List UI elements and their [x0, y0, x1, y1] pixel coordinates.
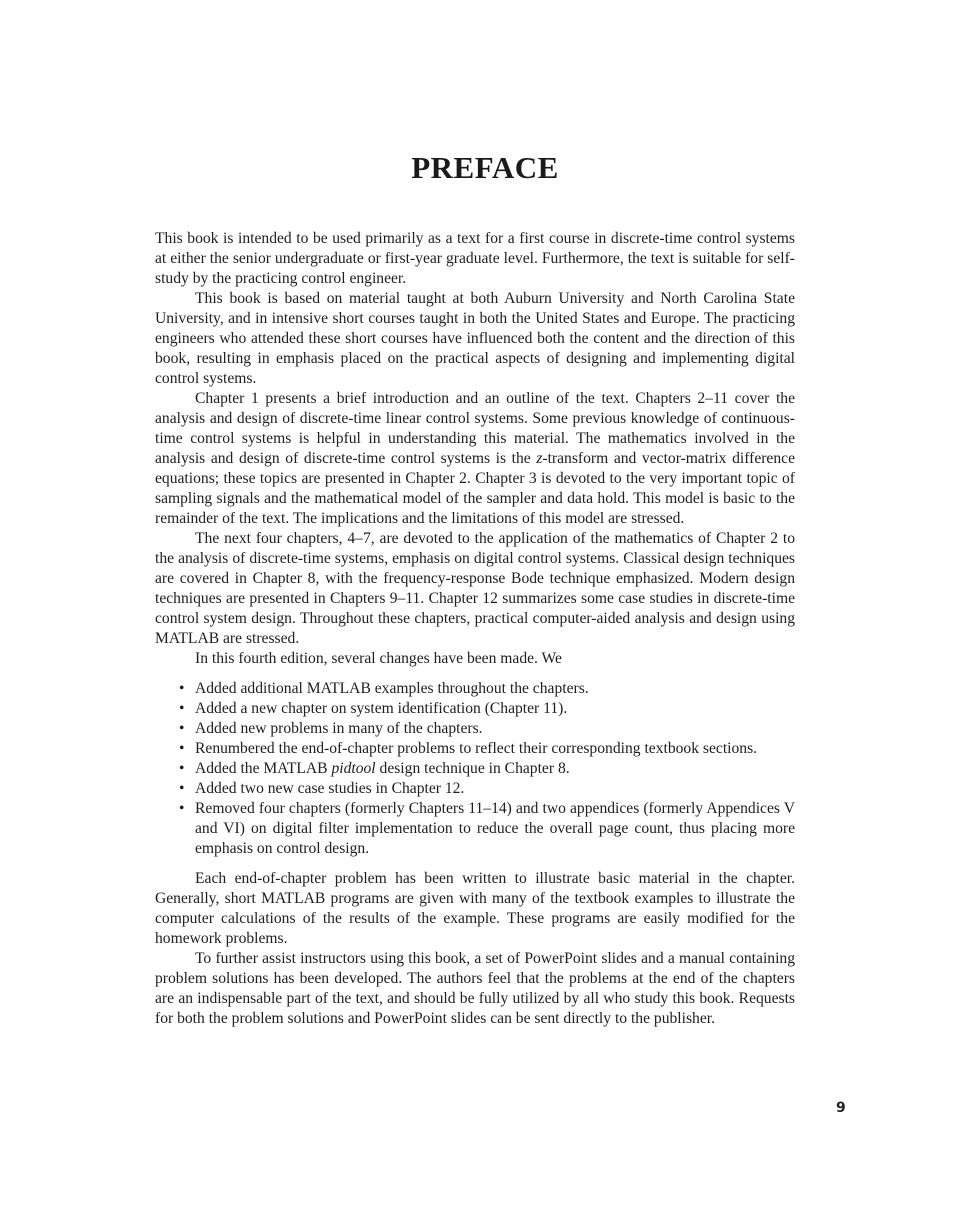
list-item-part-2: design technique in Chapter 8.	[375, 760, 570, 777]
list-item: • Added new problems in many of the chapters.	[195, 719, 795, 739]
paragraph-based-on: This book is based on material taught at both Auburn University and North Carolina State University, and in intensive short courses taught in both the United States and Europe. The practicing engineers who attended these short courses have influenced both the content and the direction of this book, resulting in emphasis placed on the practical aspects of designing and implementing digital control systems.	[155, 290, 795, 387]
list-item: • Renumbered the end-of-chapter problems to reflect their corresponding textbook sections.	[195, 739, 795, 759]
paragraph-instructor-resources: To further assist instructors using this book, a set of PowerPoint slides and a manual containing problem solutions has been developed. The authors feel that the problems at the end of the chapters are an indispensable part of the text, and should be fully utilized by all who study this book. Requests for both the problem solutions and PowerPoint slides can be sent directly to the publisher.	[155, 950, 795, 1027]
changes-list	[155, 679, 795, 859]
pidtool-italic: pidtool	[331, 760, 376, 777]
list-item: • Added a new chapter on system identification (Chapter 11).	[195, 699, 795, 719]
page-number: 9	[836, 1100, 846, 1116]
paragraph-chapter-outline	[155, 389, 795, 529]
paragraph-intended-use: This book is intended to be used primarily as a text for a first course in discrete-time control systems at either the senior undergraduate or first-year graduate level. Furthermore, the text is suitable for self-study by the practicing control engineer.	[155, 230, 795, 287]
preface-body	[155, 229, 795, 1029]
paragraph-fourth-edition: In this fourth edition, several changes have been made. We	[195, 650, 562, 667]
paragraph-chapter-outline-part-1: Chapter 1 presents a brief introduction and an outline of the text. Chapters 2–11 cover the analysis and design of discrete-time linear control systems. Some previous knowledge of continuous-time control systems is helpful in understanding this material. The mathematics involved in the analysis and design of discrete-time control systems is the	[155, 390, 795, 467]
z-italic: z	[536, 450, 543, 467]
paragraph-chapter-outline-part-2: -transform and vector-matrix difference equations; these topics are presented in Chapter 2. Chapter 3 is devoted to the very important topic of sampling signals and the mathematical model of the sampler and data hold. This model is basic to the remainder of the text. The implications and the limitations of this model are stressed.	[155, 450, 795, 527]
list-item-part-1: Added the MATLAB	[195, 760, 332, 777]
list-item: • Removed four chapters (formerly Chapters 11–14) and two appendices (formerly Appendices V and VI) on digital filter implementation to reduce the overall page count, thus placing more emphasis on control design.	[195, 799, 795, 859]
list-item: • Added additional MATLAB examples throughout the chapters.	[195, 679, 795, 699]
list-item: • Added two new case studies in Chapter 12.	[195, 779, 795, 799]
paragraph-next-four-chapters: The next four chapters, 4–7, are devoted to the application of the mathematics of Chapter 2 to the analysis of discrete-time systems, emphasis on digital control systems. Classical design techniques are covered in Chapter 8, with the frequency-response Bode technique emphasized. Modern design techniques are presented in Chapters 9–11. Chapter 12 summarizes some case studies in discrete-time control system design. Throughout these chapters, practical computer-aided analysis and design using MATLAB are stressed.	[155, 530, 795, 647]
paragraph-end-of-chapter-problems: Each end-of-chapter problem has been written to illustrate basic material in the chapter. Generally, short MATLAB programs are given with many of the textbook examples to illustrate the computer calculations of the results of the example. These programs are easily modified for the homework problems.	[155, 870, 795, 947]
list-item	[195, 759, 795, 779]
page-title: PREFACE	[411, 150, 559, 185]
